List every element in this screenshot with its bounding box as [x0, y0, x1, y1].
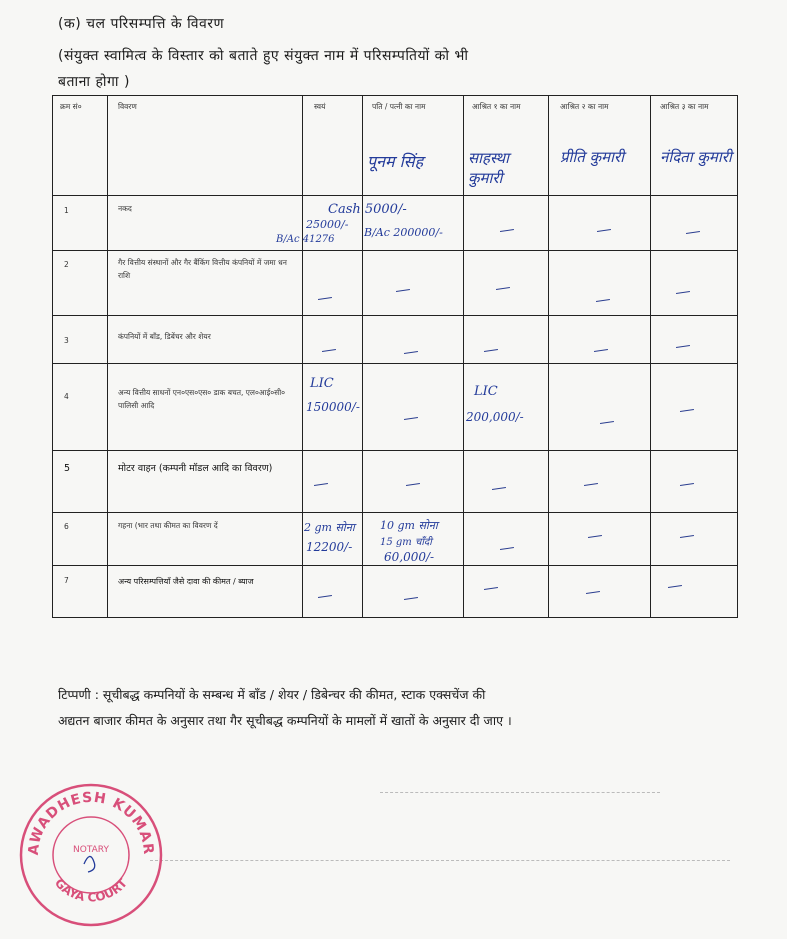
- cash-spouse: Cash 5000/-: [328, 202, 407, 217]
- row-1-number: 1: [64, 206, 69, 215]
- dotted-divider: [380, 792, 660, 793]
- bank-self: B/Ac 41276: [276, 234, 335, 245]
- lic-dependent-1-label: LIC: [474, 384, 498, 399]
- dash-mark: [484, 587, 498, 590]
- row-4-description: अन्य वित्तीय साधनों एन०एस०एस० डाक बचत, एल०आई०सी० पालिसी आदि: [118, 388, 286, 410]
- dash-mark: [322, 349, 336, 352]
- header-description: विवरण: [118, 102, 137, 111]
- dash-mark: [680, 409, 694, 412]
- note-line-1: टिप्पणी : सूचीबद्ध कम्पनियों के सम्बन्ध में बाँड / शेयर / डिबेन्चर की कीमत, स्टाक एक्सचेंज की: [58, 687, 486, 702]
- section-subheading: (संयुक्त स्वामित्व के विस्तार को बताते हुए संयुक्त नाम में परिसम्पतियों को भी: [58, 48, 469, 64]
- spouse-name: पूनम सिंह: [367, 152, 424, 171]
- dash-mark: [318, 297, 332, 300]
- header-dependent-3: आश्रित ३ का नाम: [660, 102, 709, 111]
- lic-dependent-1-amount: 200,000/-: [466, 410, 524, 424]
- dash-mark: [500, 229, 514, 232]
- dash-mark: [680, 483, 694, 486]
- dash-mark: [314, 483, 328, 486]
- dash-mark: [676, 291, 690, 294]
- dependent-1-name: साहस्था कुमारी: [468, 149, 509, 187]
- jewellery-spouse-amount: 60,000/-: [384, 550, 435, 564]
- dotted-divider: [150, 860, 730, 861]
- header-self: स्वयं: [314, 102, 326, 111]
- row-7-number: 7: [64, 576, 69, 585]
- note-line-2: अद्यतन बाजार कीमत के अनुसार तथा गैर सूचीबद्ध कम्पनियों के मामलों में खातों के अनुसार दी जाए ।: [58, 713, 512, 728]
- dash-mark: [584, 483, 598, 486]
- dash-mark: [500, 547, 514, 550]
- jewellery-self-gold: 2 gm सोना: [304, 521, 355, 534]
- dash-mark: [594, 349, 608, 352]
- dash-mark: [600, 421, 614, 424]
- dash-mark: [596, 299, 610, 302]
- bank-spouse: B/Ac 200000/-: [364, 226, 443, 239]
- dash-mark: [496, 287, 510, 290]
- dash-mark: [318, 595, 332, 598]
- dash-mark: [404, 597, 418, 600]
- stamp-place: GAYA COURT: [51, 875, 131, 905]
- lic-self-label: LIC: [310, 376, 334, 391]
- dash-mark: [680, 535, 694, 538]
- row-7-description: अन्य परिसम्पत्तियाँ जैसे दावा की कीमत / ब्याज: [118, 577, 254, 586]
- dash-mark: [597, 229, 611, 232]
- section-subheading-continued: बताना होगा ): [58, 74, 130, 90]
- header-spouse: पति / पत्नी का नाम: [372, 102, 426, 111]
- dash-mark: [588, 535, 602, 538]
- dash-mark: [484, 349, 498, 352]
- header-dependent-1: आश्रित १ का नाम: [472, 102, 521, 111]
- cash-self: 25000/-: [306, 218, 349, 231]
- stamp-center: NOTARY: [73, 845, 109, 855]
- row-3-description: कंपनियों में बाँड, डिबेंचर और शेयर: [118, 332, 211, 341]
- dash-mark: [668, 585, 682, 588]
- row-2-description: गैर वित्तीय संस्थानों और गैर बैंकिंग वित्तीय कंपनियों में जमा धन राशि: [118, 258, 287, 280]
- row-6-number: 6: [64, 522, 69, 531]
- dash-mark: [492, 487, 506, 490]
- svg-text:GAYA COURT: [52, 875, 131, 904]
- lic-self-amount: 150000/-: [306, 400, 360, 414]
- row-3-number: 3: [64, 336, 69, 345]
- row-5-number: 5: [64, 463, 71, 474]
- row-1-description: नकद: [118, 204, 132, 213]
- stamp-name: AWADHESH KUMAR: [25, 789, 157, 856]
- signature-mark: [84, 856, 95, 872]
- dash-mark: [404, 417, 418, 420]
- section-heading: (क) चल परिसम्पत्ति के विवरण: [58, 16, 225, 32]
- header-dependent-2: आश्रित २ का नाम: [560, 102, 609, 111]
- row-2-number: 2: [64, 260, 69, 269]
- jewellery-spouse-silver: 15 gm चाँदी: [380, 537, 432, 548]
- jewellery-self-amount: 12200/-: [306, 540, 353, 554]
- dash-mark: [686, 231, 700, 234]
- header-serial: क्रम सं०: [60, 102, 82, 111]
- dash-mark: [586, 591, 600, 594]
- dash-mark: [676, 345, 690, 348]
- dash-mark: [396, 289, 410, 292]
- dependent-2-name: प्रीति कुमारी: [560, 148, 625, 166]
- row-5-description: मोटर वाहन (कम्पनी मॉडल आदि का विवरण): [118, 463, 273, 474]
- jewellery-spouse-gold: 10 gm सोना: [380, 519, 438, 532]
- dependent-3-name: नंदिता कुमारी: [660, 148, 732, 166]
- dash-mark: [404, 351, 418, 354]
- row-4-number: 4: [64, 392, 69, 401]
- dash-mark: [406, 483, 420, 486]
- notary-stamp: [16, 780, 166, 930]
- row-6-description: गहना (भार तथा कीमत का विवरण दें: [118, 521, 218, 530]
